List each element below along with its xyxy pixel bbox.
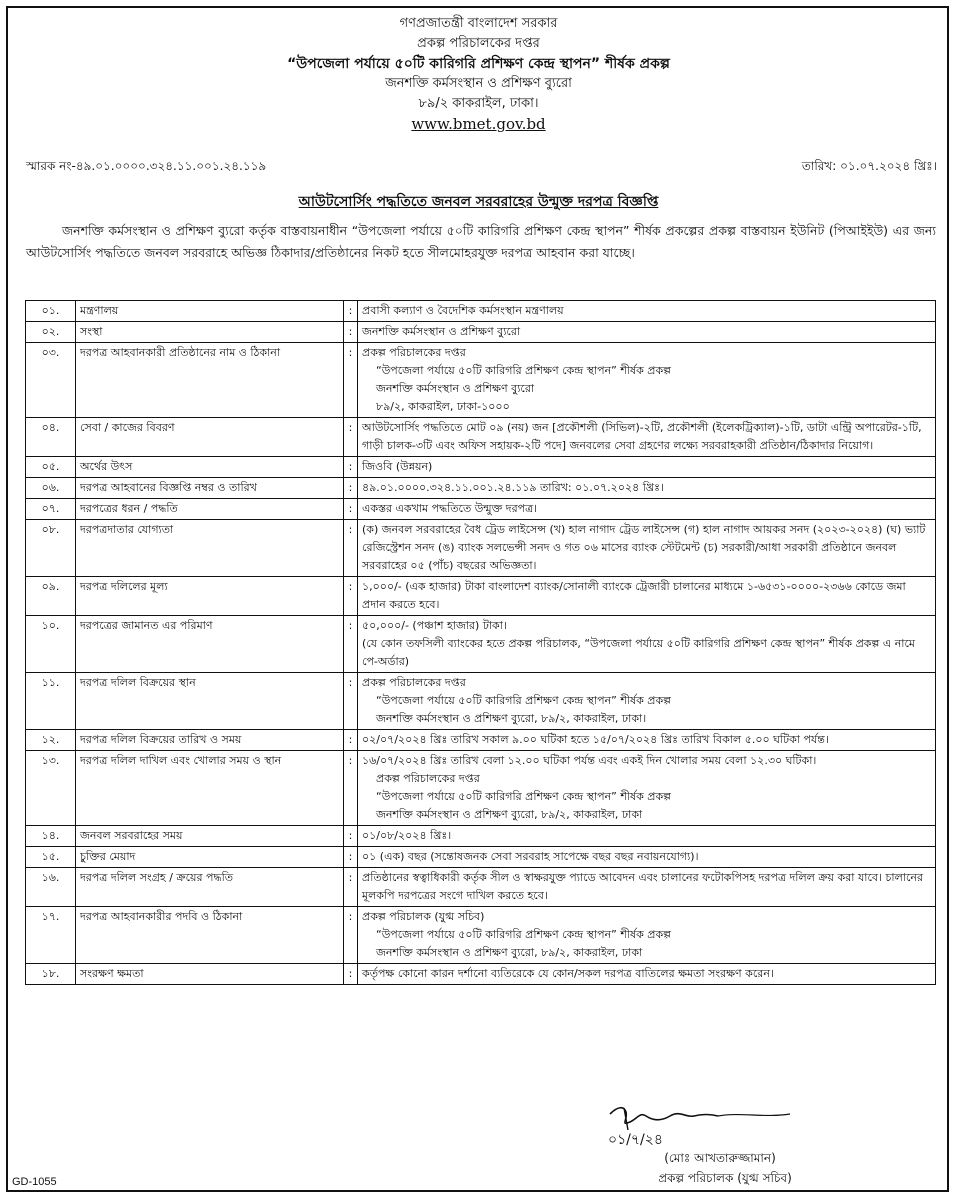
table-row bbox=[26, 499, 936, 520]
row-label: দরপত্রদাতার যোগ্যতা bbox=[76, 520, 344, 577]
row-value-line: জনশক্তি কর্মসংস্থান ও প্রশিক্ষণ ব্যুরো bbox=[376, 382, 535, 395]
row-colon: : bbox=[344, 964, 358, 985]
row-colon: : bbox=[344, 343, 358, 418]
row-value bbox=[358, 457, 936, 478]
signature-scrawl-icon bbox=[590, 1100, 820, 1150]
row-value bbox=[358, 478, 936, 499]
row-value bbox=[358, 964, 936, 985]
row-value-line: (ক) জনবল সরবরাহের বৈধ ট্রেড লাইসেন্স (খ) হাল নাগাদ ট্রেড লাইসেন্স (গ) হাল নাগাদ আয়কর সনদ (২০২৩-২০২৪) (ঘ) ভ্যাট রেজিস্ট্রেশন সনদ (ঙ) ব্যাংক সলভেন্সী সনদ ও গত ০৬ মাসের ব্যাংক স্টেটমেন্ট (চ) সরকারী/আধা সরকারী প্রতিষ্ঠানে জনবল সরবরাহের ০৫ (পাঁচ) বছরের অভিজ্ঞতা। bbox=[362, 523, 926, 572]
row-value bbox=[358, 499, 936, 520]
row-label: দরপত্রের জামানত এর পরিমাণ bbox=[76, 616, 344, 673]
row-value bbox=[358, 418, 936, 457]
row-value-line: ৮৯/২, কাকরাইল, ঢাকা-১০০০ bbox=[376, 400, 510, 413]
row-value bbox=[358, 577, 936, 616]
row-colon: : bbox=[344, 826, 358, 847]
row-serial: ১১. bbox=[26, 673, 76, 730]
row-value bbox=[358, 301, 936, 322]
table-row bbox=[26, 673, 936, 730]
row-value-line: জনশক্তি কর্মসংস্থান ও প্রশিক্ষণ ব্যুরো bbox=[362, 325, 521, 338]
row-serial: ০১. bbox=[26, 301, 76, 322]
table-row bbox=[26, 751, 936, 826]
row-label: অর্থের উৎস bbox=[76, 457, 344, 478]
table-row bbox=[26, 826, 936, 847]
notice-title: আউটসোর্সিং পদ্ধতিতে জনবল সরবরাহের উন্মুক্ত দরপত্র বিজ্ঞপ্তি bbox=[298, 194, 659, 210]
table-row bbox=[26, 847, 936, 868]
project-name: “উপজেলা পর্যায়ে ৫০টি কারিগরি প্রশিক্ষণ কেন্দ্র স্থাপন” শীর্ষক প্রকল্প bbox=[287, 56, 670, 72]
row-serial: ০২. bbox=[26, 322, 76, 343]
row-colon: : bbox=[344, 847, 358, 868]
row-label: দরপত্র দলিল সংগ্রহ / ক্রয়ের পদ্ধতি bbox=[76, 868, 344, 907]
row-colon: : bbox=[344, 499, 358, 520]
table-row bbox=[26, 964, 936, 985]
row-label: দরপত্রের ধরন / পদ্ধতি bbox=[76, 499, 344, 520]
row-label: সংস্থা bbox=[76, 322, 344, 343]
row-colon: : bbox=[344, 751, 358, 826]
row-colon: : bbox=[344, 478, 358, 499]
row-serial: ০৮. bbox=[26, 520, 76, 577]
row-value-line: জনশক্তি কর্মসংস্থান ও প্রশিক্ষণ ব্যুরো, ৮৯/২, কাকরাইল, ঢাকা bbox=[376, 808, 643, 821]
row-colon: : bbox=[344, 616, 358, 673]
tender-info-table bbox=[25, 300, 936, 985]
row-label: সংরক্ষণ ক্ষমতা bbox=[76, 964, 344, 985]
table-row bbox=[26, 616, 936, 673]
row-value-line: ০১/০৮/২০২৪ খ্রিঃ। bbox=[362, 829, 452, 842]
table-row bbox=[26, 907, 936, 964]
table-row bbox=[26, 457, 936, 478]
memo-number: স্মারক নং-৪৯.০১.০০০০.৩২৪.১১.০০১.২৪.১১৯ bbox=[26, 159, 267, 173]
row-value-line: (যে কোন তফসিলী ব্যাংকের হতে প্রকল্প পরিচালক, “উপজেলা পর্যায়ে ৫০টি কারিগরি প্রশিক্ষণ কেন্দ্র স্থাপন” শীর্ষক প্রকল্প এ নামে পে-অর্ডার) bbox=[362, 637, 916, 668]
govt-name: গণপ্রজাতন্ত্রী বাংলাদেশ সরকার bbox=[399, 16, 558, 31]
row-serial: ১৮. bbox=[26, 964, 76, 985]
row-label: সেবা / কাজের বিবরণ bbox=[76, 418, 344, 457]
row-serial: ১৫. bbox=[26, 847, 76, 868]
row-value-line: ৫০,০০০/- (পঞ্চাশ হাজার) টাকা। bbox=[362, 619, 507, 632]
row-colon: : bbox=[344, 322, 358, 343]
table-row bbox=[26, 301, 936, 322]
row-serial: ০৩. bbox=[26, 343, 76, 418]
row-value-line: জিওবি (উন্নয়ন) bbox=[362, 460, 433, 473]
row-serial: ১৪. bbox=[26, 826, 76, 847]
row-value bbox=[358, 616, 936, 673]
website-link[interactable]: www.bmet.gov.bd bbox=[411, 115, 546, 133]
office-name: প্রকল্প পরিচালকের দপ্তর bbox=[417, 36, 540, 51]
row-label: চুক্তির মেয়াদ bbox=[76, 847, 344, 868]
table-row bbox=[26, 730, 936, 751]
row-value-line: ৪৯.০১.০০০০.৩২৪.১১.০০১.২৪.১১৯ তারিখ: ০১.০৭.২০২৪ খ্রিঃ। bbox=[362, 481, 664, 494]
row-serial: ০৫. bbox=[26, 457, 76, 478]
row-colon: : bbox=[344, 418, 358, 457]
signature bbox=[590, 1100, 820, 1150]
signature-date: ০১/৭/২৪ bbox=[608, 1132, 663, 1148]
row-label: দরপত্র দলিল দাখিল এবং খোলার সময় ও স্থান bbox=[76, 751, 344, 826]
row-label: দরপত্র দলিল বিক্রয়ের স্থান bbox=[76, 673, 344, 730]
row-value-line: “উপজেলা পর্যায়ে ৫০টি কারিগরি প্রশিক্ষণ কেন্দ্র স্থাপন” শীর্ষক প্রকল্প bbox=[376, 928, 672, 941]
row-value-line: ০২/০৭/২০২৪ খ্রিঃ তারিখ সকাল ৯.০০ ঘটিকা হতে ১৫/০৭/২০২৪ খ্রিঃ তারিখ বিকাল ৫.০০ ঘটিকা পর্যন্ত। bbox=[362, 733, 829, 746]
row-colon: : bbox=[344, 301, 358, 322]
row-serial: ১০. bbox=[26, 616, 76, 673]
bureau-name: জনশক্তি কর্মসংস্থান ও প্রশিক্ষণ ব্যুরো bbox=[385, 76, 572, 91]
row-value-line: জনশক্তি কর্মসংস্থান ও প্রশিক্ষণ ব্যুরো, ৮৯/২, কাকরাইল, ঢাকা। bbox=[376, 712, 647, 725]
row-label: জনবল সরবরাহের সময় bbox=[76, 826, 344, 847]
row-value bbox=[358, 673, 936, 730]
table-row bbox=[26, 418, 936, 457]
row-value-line: ১,০০০/- (এক হাজার) টাকা বাংলাদেশ ব্যাংক/সোনালী ব্যাংকে ট্রেজারী চালানের মাধ্যমে ১-৬৫৩১-০০০০-২৩৬৬ কোডে জমা প্রদান করতে হবে। bbox=[362, 580, 906, 611]
row-label: মন্ত্রণালয় bbox=[76, 301, 344, 322]
row-serial: ১২. bbox=[26, 730, 76, 751]
row-value-line: “উপজেলা পর্যায়ে ৫০টি কারিগরি প্রশিক্ষণ কেন্দ্র স্থাপন” শীর্ষক প্রকল্প bbox=[376, 790, 672, 803]
row-value bbox=[358, 751, 936, 826]
row-serial: ০৬. bbox=[26, 478, 76, 499]
row-serial: ১৭. bbox=[26, 907, 76, 964]
row-value bbox=[358, 730, 936, 751]
row-value bbox=[358, 907, 936, 964]
row-value-line: কর্তৃপক্ষ কোনো কারন দর্শানো ব্যতিরেকে যে কোন/সকল দরপত্র বাতিলের ক্ষমতা সংরক্ষণ করেন। bbox=[362, 967, 774, 980]
row-value bbox=[358, 322, 936, 343]
notice-date: তারিখ: ০১.০৭.২০২৪ খ্রিঃ। bbox=[801, 159, 937, 173]
table-row bbox=[26, 322, 936, 343]
row-label: দরপত্র আহবানের বিজ্ঞপ্তি নম্বর ও তারিখ bbox=[76, 478, 344, 499]
table-row bbox=[26, 577, 936, 616]
row-label: দরপত্র আহবানকারীর পদবি ও ঠিকানা bbox=[76, 907, 344, 964]
row-serial: ১৬. bbox=[26, 868, 76, 907]
row-value-line: “উপজেলা পর্যায়ে ৫০টি কারিগরি প্রশিক্ষণ কেন্দ্র স্থাপন” শীর্ষক প্রকল্প bbox=[376, 694, 672, 707]
intro-paragraph: জনশক্তি কর্মসংস্থান ও প্রশিক্ষণ ব্যুরো কর্তৃক বাস্তবায়নাধীন “উপজেলা পর্যায়ে ৫০টি কারিগরি প্রশিক্ষণ কেন্দ্র স্থাপন” শীর্ষক প্রকল্পের প্রকল্প বাস্তবায়ন ইউনিট (পিআইইউ) এর জন্য আউটসোর্সিং পদ্ধতিতে জনবল সরবরাহে অভিজ্ঞ ঠিকাদার/প্রতিষ্ঠানের নিকট হতে সীলমোহরযুক্ত দরপত্র আহবান করা যাচ্ছে। bbox=[26, 223, 936, 260]
table-row bbox=[26, 343, 936, 418]
table-row bbox=[26, 478, 936, 499]
row-serial: ০৭. bbox=[26, 499, 76, 520]
row-colon: : bbox=[344, 457, 358, 478]
row-value-line: ১৬/০৭/২০২৪ খ্রিঃ তারিখ বেলা ১২.০০ ঘটিকা পর্যন্ত এবং একই দিন খোলার সময় বেলা ১২.৩০ ঘটিকা। bbox=[362, 754, 817, 767]
row-label: দরপত্র দলিল বিক্রয়ের তারিখ ও সময় bbox=[76, 730, 344, 751]
row-value-line: প্রবাসী কল্যাণ ও বৈদেশিক কর্মসংস্থান মন্ত্রণালয় bbox=[362, 304, 564, 317]
row-value-line: প্রকল্প পরিচালকের দপ্তর bbox=[362, 346, 466, 359]
row-value bbox=[358, 868, 936, 907]
row-value-line: প্রকল্প পরিচালকের দপ্তর bbox=[362, 676, 466, 689]
row-colon: : bbox=[344, 520, 358, 577]
row-value bbox=[358, 520, 936, 577]
row-value-line: জনশক্তি কর্মসংস্থান ও প্রশিক্ষণ ব্যুরো, ৮৯/২, কাকরাইল, ঢাকা bbox=[376, 946, 643, 959]
row-value bbox=[358, 826, 936, 847]
row-value-line: ০১ (এক) বছর (সন্তোষজনক সেবা সরবরাহ সাপেক্ষে বছর বছর নবায়নযোগ্য)। bbox=[362, 850, 699, 863]
office-address: ৮৯/২ কাকরাইল, ঢাকা। bbox=[418, 96, 539, 111]
row-value-line: আউটসোর্সিং পদ্ধতিতে মোট ০৯ (নয়) জন [প্রকৌশলী (সিভিল)-২টি, প্রকৌশলী (ইলেকট্রিক্যাল)-১টি, ডাটা এন্ট্রি অপারেটর-১টি, গাড়ী চালক-৩টি এবং অফিস সহায়ক-২টি পদে] জনবলের সেবা গ্রহণের লক্ষ্যে সরবরাহকারী প্রতিষ্ঠান/ঠিকাদার নিয়োগ। bbox=[362, 421, 922, 452]
row-colon: : bbox=[344, 730, 358, 751]
row-colon: : bbox=[344, 868, 358, 907]
row-serial: ১৩. bbox=[26, 751, 76, 826]
row-value-line: প্রকল্প পরিচালকের দপ্তর bbox=[376, 772, 480, 785]
row-value-line: “উপজেলা পর্যায়ে ৫০টি কারিগরি প্রশিক্ষণ কেন্দ্র স্থাপন” শীর্ষক প্রকল্প bbox=[376, 364, 672, 377]
row-serial: ০৯. bbox=[26, 577, 76, 616]
letterhead bbox=[0, 14, 957, 134]
row-colon: : bbox=[344, 577, 358, 616]
row-colon: : bbox=[344, 673, 358, 730]
table-row bbox=[26, 868, 936, 907]
row-label: দরপত্র দলিলের মূল্য bbox=[76, 577, 344, 616]
footer-code: GD-1055 bbox=[12, 1176, 57, 1188]
row-value bbox=[358, 343, 936, 418]
row-value bbox=[358, 847, 936, 868]
table-row bbox=[26, 520, 936, 577]
row-value-line: প্রকল্প পরিচালক (যুগ্ম সচিব) bbox=[362, 910, 485, 923]
row-value-line: প্রতিষ্ঠানের স্বত্বাধিকারী কর্তৃক সীল ও স্বাক্ষরযুক্ত প্যাডে আবেদন এবং চালানের ফটোকপিসহ দরপত্র দলিল ক্রয় করা যাবে। চালানের মূলকপি দরপত্রের সংগে দাখিল করতে হবে। bbox=[362, 871, 923, 902]
row-serial: ০৪. bbox=[26, 418, 76, 457]
row-label: দরপত্র আহবানকারী প্রতিষ্ঠানের নাম ও ঠিকানা bbox=[76, 343, 344, 418]
row-value-line: একস্তর একখাম পদ্ধতিতে উন্মুক্ত দরপত্র। bbox=[362, 502, 538, 515]
row-colon: : bbox=[344, 907, 358, 964]
signatory-title: প্রকল্প পরিচালক (যুগ্ম সচিব) bbox=[658, 1171, 792, 1185]
signatory-name: (মোঃ আখতারুজ্জামান) bbox=[664, 1151, 776, 1165]
